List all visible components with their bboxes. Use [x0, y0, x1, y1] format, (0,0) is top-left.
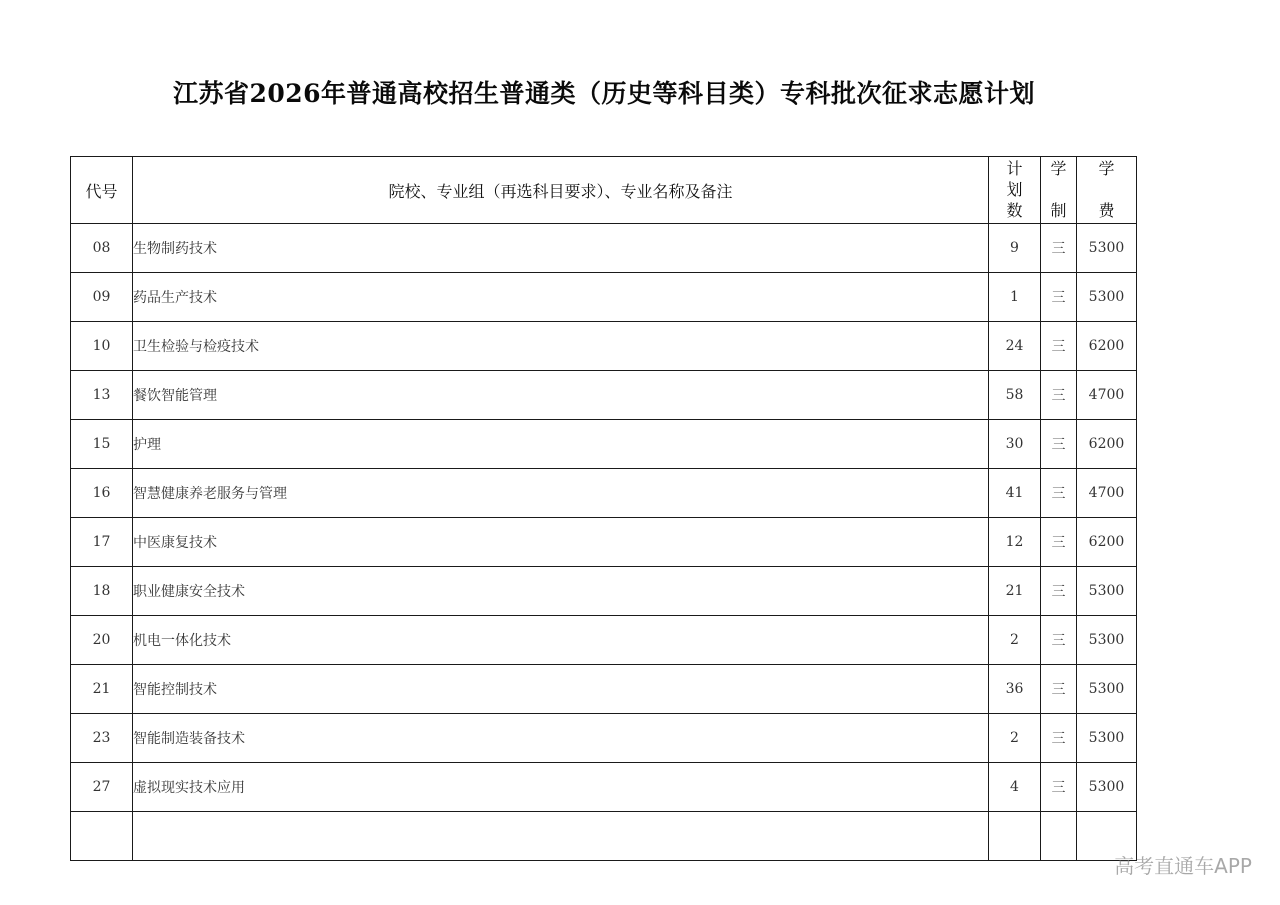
cell-tuition: 5300	[1077, 224, 1137, 273]
header-code: 代号	[71, 157, 133, 224]
cell-plan-count: 58	[989, 371, 1041, 420]
cell-major-name: 机电一体化技术	[133, 616, 989, 665]
header-plan-char: 数	[1006, 201, 1023, 220]
cell-code: 16	[71, 469, 133, 518]
cell-duration: 三	[1041, 322, 1077, 371]
cell-code: 27	[71, 763, 133, 812]
cell-major-name: 卫生检验与检疫技术	[133, 322, 989, 371]
cell-major-name: 虚拟现实技术应用	[133, 763, 989, 812]
header-fee	[1077, 157, 1137, 224]
cell-major-name: 生物制药技术	[133, 224, 989, 273]
table-row	[71, 812, 1137, 861]
cell-code: 09	[71, 273, 133, 322]
cell-duration: 三	[1041, 371, 1077, 420]
table-header-row	[71, 157, 1137, 224]
header-plan	[989, 157, 1041, 224]
cell-tuition: 5300	[1077, 616, 1137, 665]
cell-duration: 三	[1041, 714, 1077, 763]
watermark: 高考直通车APP	[1114, 854, 1252, 878]
cell-plan-count: 21	[989, 567, 1041, 616]
header-plan-char: 划	[1006, 180, 1023, 199]
cell-code: 10	[71, 322, 133, 371]
cell-code: 13	[71, 371, 133, 420]
cell-plan-count	[989, 812, 1041, 861]
cell-major-name: 药品生产技术	[133, 273, 989, 322]
cell-code: 17	[71, 518, 133, 567]
cell-duration: 三	[1041, 273, 1077, 322]
cell-duration	[1041, 812, 1077, 861]
table-row	[71, 273, 1137, 322]
cell-plan-count: 36	[989, 665, 1041, 714]
cell-major-name: 智能制造装备技术	[133, 714, 989, 763]
table-row	[71, 469, 1137, 518]
cell-major-name: 餐饮智能管理	[133, 371, 989, 420]
cell-plan-count: 30	[989, 420, 1041, 469]
cell-duration: 三	[1041, 665, 1077, 714]
cell-tuition: 5300	[1077, 714, 1137, 763]
page-title: 江苏省2026年普通高校招生普通类（历史等科目类）专科批次征求志愿计划	[172, 79, 1036, 108]
cell-duration: 三	[1041, 224, 1077, 273]
table-row	[71, 224, 1137, 273]
cell-plan-count: 24	[989, 322, 1041, 371]
table-row	[71, 763, 1137, 812]
cell-major-name: 智慧健康养老服务与管理	[133, 469, 989, 518]
cell-plan-count: 1	[989, 273, 1041, 322]
table-row	[71, 322, 1137, 371]
cell-major-name: 智能控制技术	[133, 665, 989, 714]
table-body	[71, 224, 1137, 861]
table-row	[71, 665, 1137, 714]
header-length	[1041, 157, 1077, 224]
header-length-char: 制	[1050, 201, 1067, 220]
header-fee-char: 费	[1098, 201, 1115, 220]
cell-code: 20	[71, 616, 133, 665]
cell-duration: 三	[1041, 518, 1077, 567]
header-name: 院校、专业组（再选科目要求）、专业名称及备注	[133, 157, 989, 224]
header-fee-char: 学	[1098, 159, 1115, 178]
table-row	[71, 567, 1137, 616]
enrollment-plan-table	[70, 156, 1137, 861]
table-row	[71, 616, 1137, 665]
table-row	[71, 518, 1137, 567]
header-plan-char: 计	[1006, 159, 1023, 178]
cell-code: 21	[71, 665, 133, 714]
cell-tuition: 4700	[1077, 371, 1137, 420]
cell-plan-count: 12	[989, 518, 1041, 567]
cell-plan-count: 9	[989, 224, 1041, 273]
cell-tuition: 6200	[1077, 518, 1137, 567]
cell-duration: 三	[1041, 469, 1077, 518]
header-length-char: 学	[1050, 159, 1067, 178]
cell-plan-count: 41	[989, 469, 1041, 518]
cell-duration: 三	[1041, 420, 1077, 469]
cell-code: 18	[71, 567, 133, 616]
cell-code	[71, 812, 133, 861]
table-row	[71, 420, 1137, 469]
cell-tuition: 5300	[1077, 273, 1137, 322]
cell-code: 08	[71, 224, 133, 273]
cell-major-name: 护理	[133, 420, 989, 469]
cell-tuition: 5300	[1077, 567, 1137, 616]
cell-major-name: 中医康复技术	[133, 518, 989, 567]
cell-plan-count: 2	[989, 616, 1041, 665]
table-row	[71, 371, 1137, 420]
cell-code: 15	[71, 420, 133, 469]
cell-major-name	[133, 812, 989, 861]
cell-duration: 三	[1041, 763, 1077, 812]
cell-tuition: 5300	[1077, 665, 1137, 714]
cell-tuition: 6200	[1077, 420, 1137, 469]
cell-duration: 三	[1041, 616, 1077, 665]
cell-major-name: 职业健康安全技术	[133, 567, 989, 616]
cell-code: 23	[71, 714, 133, 763]
cell-tuition: 5300	[1077, 763, 1137, 812]
cell-plan-count: 4	[989, 763, 1041, 812]
cell-tuition: 6200	[1077, 322, 1137, 371]
cell-duration: 三	[1041, 567, 1077, 616]
cell-tuition: 4700	[1077, 469, 1137, 518]
cell-plan-count: 2	[989, 714, 1041, 763]
table-row	[71, 714, 1137, 763]
